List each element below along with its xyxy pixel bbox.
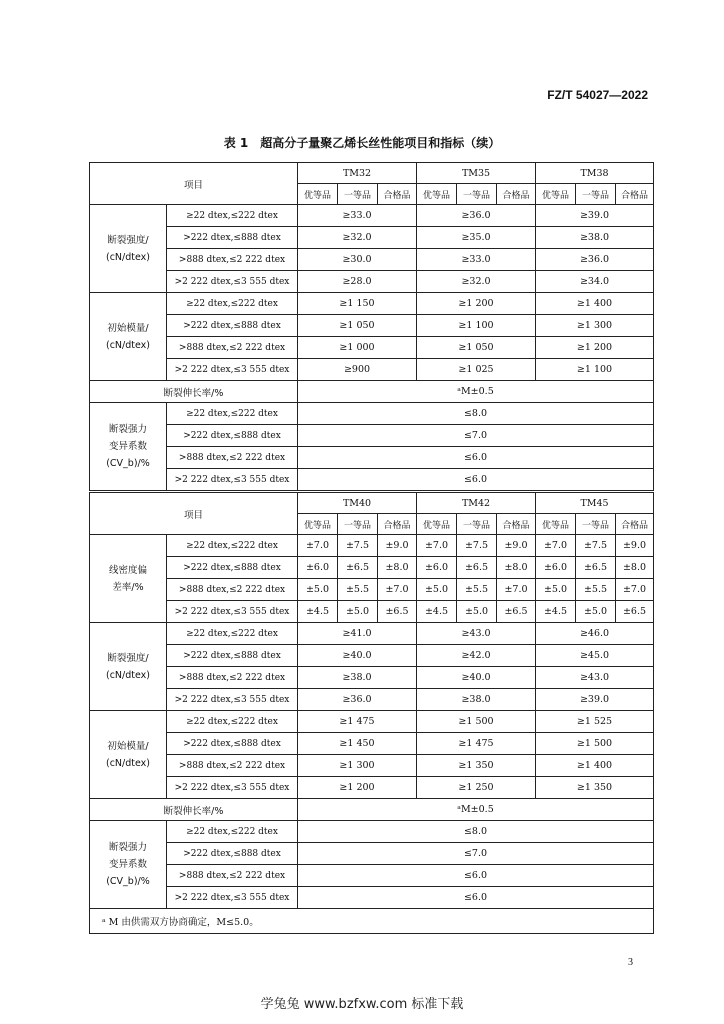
value-cell: ≥1 100 [536,359,654,381]
value-cell: ±7.5 [576,535,616,557]
model-header: TM32 [298,163,417,184]
value-cell: ±6.5 [497,601,536,623]
value-cell: ±9.0 [616,535,654,557]
condition-cell: ≥22 dtex,≤222 dtex [167,535,298,557]
value-cell: ≥1 150 [298,293,417,315]
table-row [90,205,654,227]
item-header: 项目 [90,163,298,205]
value-cell: ≥35.0 [417,227,536,249]
value-cell: ±6.5 [616,601,654,623]
page-number: 3 [628,957,633,968]
condition-cell: >222 dtex,≤888 dtex [167,315,298,337]
grade-header: 合格品 [616,514,654,535]
value-cell: ≥1 400 [536,293,654,315]
table-row [90,447,654,469]
value-cell: ≥41.0 [298,623,417,645]
value-cell: ≥32.0 [298,227,417,249]
property-label-line: (cN/dtex) [106,339,150,351]
grade-header: 一等品 [457,184,497,205]
model-header: TM38 [536,163,654,184]
value-cell: ≥39.0 [536,689,654,711]
condition-cell: >888 dtex,≤2 222 dtex [167,579,298,601]
table-row [90,843,654,865]
value-cell: ≥43.0 [417,623,536,645]
value-cell: ±5.0 [576,601,616,623]
value-cell: ≥1 450 [298,733,417,755]
condition-cell: >888 dtex,≤2 222 dtex [167,667,298,689]
table-row [90,557,654,579]
grade-header: 合格品 [378,184,417,205]
table-row [90,315,654,337]
value-cell: ≥32.0 [417,271,536,293]
grade-header: 一等品 [338,184,378,205]
value-cell: ᵃM±0.5 [298,799,654,821]
value-cell: ≥38.0 [298,667,417,689]
condition-cell: >222 dtex,≤888 dtex [167,843,298,865]
property-label-line: 线密度偏 [108,564,147,576]
value-cell: ±6.0 [298,557,338,579]
condition-cell: >2 222 dtex,≤3 555 dtex [167,689,298,711]
table-row [90,293,654,315]
table-row [90,777,654,799]
table-row [90,579,654,601]
condition-cell: >888 dtex,≤2 222 dtex [167,447,298,469]
value-cell: ≥1 200 [417,293,536,315]
condition-cell: >222 dtex,≤888 dtex [167,557,298,579]
value-cell: ≥1 500 [417,711,536,733]
table-row [90,755,654,777]
value-cell: ±6.5 [338,557,378,579]
value-cell: ≥1 025 [417,359,536,381]
condition-cell: ≥22 dtex,≤222 dtex [167,711,298,733]
condition-cell: >888 dtex,≤2 222 dtex [167,337,298,359]
condition-cell: ≥22 dtex,≤222 dtex [167,821,298,843]
grade-header: 一等品 [338,514,378,535]
value-cell: ≥45.0 [536,645,654,667]
value-cell: ≤7.0 [298,425,654,447]
value-cell: ≥1 250 [417,777,536,799]
value-cell: ±8.0 [616,557,654,579]
value-cell: ≤8.0 [298,821,654,843]
value-cell: ≥36.0 [417,205,536,227]
table-row [90,711,654,733]
table-row [90,865,654,887]
condition-cell: >2 222 dtex,≤3 555 dtex [167,359,298,381]
value-cell: ≥1 200 [536,337,654,359]
condition-cell: >888 dtex,≤2 222 dtex [167,865,298,887]
value-cell: ≥40.0 [298,645,417,667]
condition-cell: >222 dtex,≤888 dtex [167,645,298,667]
condition-cell: >222 dtex,≤888 dtex [167,733,298,755]
value-cell: ±5.5 [338,579,378,601]
condition-cell: >222 dtex,≤888 dtex [167,227,298,249]
value-cell: ±6.5 [378,601,417,623]
grade-header: 优等品 [298,184,338,205]
value-cell: ≤6.0 [298,447,654,469]
property-label [90,403,167,492]
property-label: 断裂伸长率/% [90,799,298,821]
table-row [90,667,654,689]
table-row [90,227,654,249]
value-cell: ≥1 350 [417,755,536,777]
condition-cell: >888 dtex,≤2 222 dtex [167,249,298,271]
property-label-line: 断裂强力 [108,842,147,853]
table-row [90,492,654,514]
grade-header: 一等品 [576,184,616,205]
value-cell: ±8.0 [497,557,536,579]
value-cell: ≥38.0 [417,689,536,711]
grade-header: 优等品 [417,184,457,205]
condition-cell: >2 222 dtex,≤3 555 dtex [167,887,298,909]
property-label [90,205,167,293]
value-cell: ≤6.0 [298,887,654,909]
grade-header: 合格品 [497,184,536,205]
grade-header: 优等品 [298,514,338,535]
table-row [90,163,654,184]
item-header: 项目 [90,492,298,535]
value-cell: ≥28.0 [298,271,417,293]
value-cell: ≥33.0 [298,205,417,227]
condition-cell: >2 222 dtex,≤3 555 dtex [167,271,298,293]
value-cell: ≥900 [298,359,417,381]
table-row [90,887,654,909]
model-header: TM45 [536,492,654,514]
value-cell: ≥1 300 [536,315,654,337]
table-row [90,359,654,381]
value-cell: ≥1 050 [298,315,417,337]
property-label [90,821,167,909]
value-cell: ±9.0 [378,535,417,557]
value-cell: ±5.0 [536,579,576,601]
value-cell: ≥1 350 [536,777,654,799]
grade-header: 合格品 [497,514,536,535]
value-cell: ≥36.0 [536,249,654,271]
value-cell: ᵃM±0.5 [298,381,654,403]
standard-code: FZ/T 54027—2022 [547,88,648,102]
value-cell: ≤6.0 [298,865,654,887]
condition-cell: >888 dtex,≤2 222 dtex [167,755,298,777]
property-label-line: 断裂强度/ [107,652,149,664]
value-cell: ≥1 300 [298,755,417,777]
table-row [90,337,654,359]
value-cell: ±4.5 [536,601,576,623]
value-cell: ±5.0 [338,601,378,623]
property-label [90,293,167,381]
property-label: 断裂伸长率/% [90,381,298,403]
value-cell: ≥39.0 [536,205,654,227]
value-cell: ±9.0 [497,535,536,557]
value-cell: ≤6.0 [298,469,654,492]
value-cell: ±6.5 [457,557,497,579]
grade-header: 一等品 [457,514,497,535]
grade-header: 合格品 [378,514,417,535]
value-cell: ±7.0 [417,535,457,557]
condition-cell: ≥22 dtex,≤222 dtex [167,205,298,227]
value-cell: ±6.0 [536,557,576,579]
table-row [90,381,654,403]
table-row [90,645,654,667]
table-row [90,623,654,645]
condition-cell: >2 222 dtex,≤3 555 dtex [167,777,298,799]
property-label [90,623,167,711]
grade-header: 合格品 [616,184,654,205]
model-header: TM35 [417,163,536,184]
model-header: TM42 [417,492,536,514]
property-label [90,535,167,623]
model-header: TM40 [298,492,417,514]
value-cell: ≥36.0 [298,689,417,711]
property-label-line: 断裂强力 [108,424,147,435]
value-cell: ≥38.0 [536,227,654,249]
grade-header: 优等品 [536,514,576,535]
property-label-line: 初始模量/ [107,740,149,752]
property-label-line: (cN/dtex) [106,757,150,769]
property-label-line: (CV_b)/% [106,876,150,887]
value-cell: ±7.0 [298,535,338,557]
condition-cell: ≥22 dtex,≤222 dtex [167,403,298,425]
value-cell: ≥1 525 [536,711,654,733]
condition-cell: >2 222 dtex,≤3 555 dtex [167,601,298,623]
value-cell: ±7.0 [536,535,576,557]
value-cell: ±6.5 [576,557,616,579]
footnote: ᵃ M 由供需双方协商确定，M≤5.0。 [90,909,654,934]
table-row [90,271,654,293]
condition-cell: >222 dtex,≤888 dtex [167,425,298,447]
value-cell: ±7.5 [338,535,378,557]
condition-cell: >2 222 dtex,≤3 555 dtex [167,469,298,492]
value-cell: ≤8.0 [298,403,654,425]
property-label [90,711,167,799]
table-row [90,799,654,821]
grade-header: 优等品 [417,514,457,535]
value-cell: ±5.0 [457,601,497,623]
value-cell: ≥33.0 [417,249,536,271]
value-cell: ±5.5 [457,579,497,601]
table-row [90,403,654,425]
table-row [90,425,654,447]
value-cell: ±7.0 [616,579,654,601]
value-cell: ≥34.0 [536,271,654,293]
value-cell: ±6.0 [417,557,457,579]
value-cell: ±7.5 [457,535,497,557]
condition-cell: ≥22 dtex,≤222 dtex [167,623,298,645]
grade-header: 优等品 [536,184,576,205]
value-cell: ≥30.0 [298,249,417,271]
value-cell: ≥43.0 [536,667,654,689]
grade-header: 一等品 [576,514,616,535]
value-cell: ≥1 500 [536,733,654,755]
value-cell: ≥46.0 [536,623,654,645]
property-label-line: 断裂强度/ [107,234,149,246]
property-label-line: (cN/dtex) [106,251,150,263]
table-row [90,249,654,271]
value-cell: ±4.5 [417,601,457,623]
table-row [90,821,654,843]
property-label-line: 变异系数 [108,859,147,870]
value-cell: ±4.5 [298,601,338,623]
value-cell: ≥40.0 [417,667,536,689]
value-cell: ≥1 200 [298,777,417,799]
table-row [90,689,654,711]
value-cell: ≥1 475 [298,711,417,733]
value-cell: ≥1 400 [536,755,654,777]
table-row [90,601,654,623]
value-cell: ≥1 050 [417,337,536,359]
value-cell: ±8.0 [378,557,417,579]
value-cell: ±7.0 [378,579,417,601]
property-label-line: (cN/dtex) [106,669,150,681]
table-row [90,733,654,755]
condition-cell: ≥22 dtex,≤222 dtex [167,293,298,315]
property-label-line: 变异系数 [108,441,147,452]
footer-watermark: 学兔兔 www.bzfxw.com 标准下载 [260,997,464,1012]
property-label-line: 初始模量/ [107,322,149,334]
value-cell: ±5.0 [417,579,457,601]
table-row [90,535,654,557]
table-title: 表 1 超高分子量聚乙烯长丝性能项目和指标（续） [223,136,501,150]
value-cell: ≥1 100 [417,315,536,337]
value-cell: ≥1 000 [298,337,417,359]
value-cell: ±5.0 [298,579,338,601]
spec-table [89,162,654,934]
value-cell: ≥1 475 [417,733,536,755]
property-label-line: (CV_b)/% [106,458,150,469]
property-label-line: 差率/% [112,581,144,593]
value-cell: ≤7.0 [298,843,654,865]
value-cell: ±5.5 [576,579,616,601]
value-cell: ±7.0 [497,579,536,601]
table-row [90,469,654,492]
value-cell: ≥42.0 [417,645,536,667]
